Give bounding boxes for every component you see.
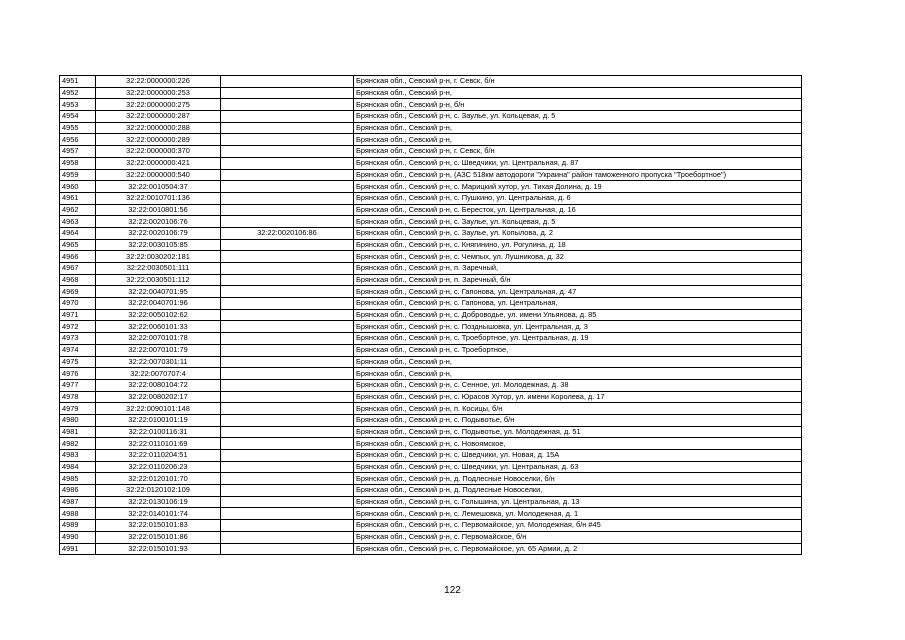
row-number-cell: 4958 xyxy=(60,157,96,169)
related-cadastral-number-cell xyxy=(221,473,354,485)
cadastral-number-cell: 32:22:0070101:78 xyxy=(96,333,221,345)
table-row xyxy=(60,111,802,123)
table-row xyxy=(60,181,802,193)
address-cell: Брянская обл., Севский р-н, xyxy=(354,87,802,99)
address-cell: Брянская обл., Севский р-н, с. Заулье, ул. Копылова, д. 2 xyxy=(354,227,802,239)
cadastral-number-cell: 32:22:0080202:17 xyxy=(96,391,221,403)
related-cadastral-number-cell xyxy=(221,309,354,321)
cadastral-number-cell: 32:22:0040701:95 xyxy=(96,286,221,298)
registry-table-body xyxy=(60,76,802,555)
address-cell: Брянская обл., Севский р-н, с. Троебортное, xyxy=(354,344,802,356)
table-row xyxy=(60,333,802,345)
cadastral-number-cell: 32:22:0100101:19 xyxy=(96,414,221,426)
address-cell: Брянская обл., Севский р-н, с. Марицкий хутор, ул. Тихая Долина, д. 19 xyxy=(354,181,802,193)
row-number-cell: 4954 xyxy=(60,111,96,123)
cadastral-number-cell: 32:22:0150101:86 xyxy=(96,531,221,543)
table-row xyxy=(60,122,802,134)
table-row xyxy=(60,321,802,333)
row-number-cell: 4978 xyxy=(60,391,96,403)
row-number-cell: 4985 xyxy=(60,473,96,485)
table-row xyxy=(60,146,802,158)
table-row xyxy=(60,356,802,368)
related-cadastral-number-cell xyxy=(221,438,354,450)
cadastral-number-cell: 32:22:0070707:4 xyxy=(96,368,221,380)
table-row xyxy=(60,344,802,356)
cadastral-number-cell: 32:22:0030501:111 xyxy=(96,263,221,275)
cadastral-number-cell: 32:22:0000000:226 xyxy=(96,76,221,88)
row-number-cell: 4971 xyxy=(60,309,96,321)
cadastral-number-cell: 32:22:0120101:70 xyxy=(96,473,221,485)
address-cell: Брянская обл., Севский р-н, (АЗС 518км автодороги "Украина" район таможенного пропуска "Троебортное") xyxy=(354,169,802,181)
row-number-cell: 4952 xyxy=(60,87,96,99)
related-cadastral-number-cell xyxy=(221,286,354,298)
address-cell: Брянская обл., Севский р-н, г. Севск, б/н xyxy=(354,76,802,88)
related-cadastral-number-cell: 32:22:0020106:86 xyxy=(221,227,354,239)
cadastral-number-cell: 32:22:0130106:19 xyxy=(96,496,221,508)
related-cadastral-number-cell xyxy=(221,450,354,462)
related-cadastral-number-cell xyxy=(221,99,354,111)
table-row xyxy=(60,204,802,216)
address-cell: Брянская обл., Севский р-н, с. Подывотье, ул. Молодежная, д. 51 xyxy=(354,426,802,438)
related-cadastral-number-cell xyxy=(221,403,354,415)
row-number-cell: 4988 xyxy=(60,508,96,520)
related-cadastral-number-cell xyxy=(221,169,354,181)
table-row xyxy=(60,251,802,263)
address-cell: Брянская обл., Севский р-н, с. Сенное, ул. Молодежная, д. 38 xyxy=(354,379,802,391)
row-number-cell: 4959 xyxy=(60,169,96,181)
address-cell: Брянская обл., Севский р-н, с. Заулье, ул. Кольцевая, д. 5 xyxy=(354,111,802,123)
row-number-cell: 4963 xyxy=(60,216,96,228)
cadastral-number-cell: 32:22:0000000:370 xyxy=(96,146,221,158)
table-row xyxy=(60,309,802,321)
cadastral-number-cell: 32:22:0000000:287 xyxy=(96,111,221,123)
related-cadastral-number-cell xyxy=(221,414,354,426)
row-number-cell: 4969 xyxy=(60,286,96,298)
row-number-cell: 4977 xyxy=(60,379,96,391)
address-cell: Брянская обл., Севский р-н, д. Подлесные Новоселки, б/н xyxy=(354,473,802,485)
row-number-cell: 4960 xyxy=(60,181,96,193)
table-row xyxy=(60,403,802,415)
row-number-cell: 4956 xyxy=(60,134,96,146)
cadastral-number-cell: 32:22:0010504:37 xyxy=(96,181,221,193)
related-cadastral-number-cell xyxy=(221,216,354,228)
related-cadastral-number-cell xyxy=(221,263,354,275)
address-cell: Брянская обл., Севский р-н, с. Первомайское, ул. 65 Армии, д. 2 xyxy=(354,543,802,555)
row-number-cell: 4975 xyxy=(60,356,96,368)
table-row xyxy=(60,227,802,239)
cadastral-number-cell: 32:22:0000000:289 xyxy=(96,134,221,146)
table-row xyxy=(60,368,802,380)
table-row xyxy=(60,298,802,310)
address-cell: Брянская обл., Севский р-н, с. Первомайское, ул. Молодежная, б/н #45 xyxy=(354,520,802,532)
cadastral-number-cell: 32:22:0150101:93 xyxy=(96,543,221,555)
table-row xyxy=(60,192,802,204)
row-number-cell: 4966 xyxy=(60,251,96,263)
address-cell: Брянская обл., Севский р-н, с. Доброводье, ул. имени Ульянова, д. 85 xyxy=(354,309,802,321)
row-number-cell: 4989 xyxy=(60,520,96,532)
cadastral-number-cell: 32:22:0110206:23 xyxy=(96,461,221,473)
table-row xyxy=(60,426,802,438)
cadastral-number-cell: 32:22:0080104:72 xyxy=(96,379,221,391)
table-row xyxy=(60,169,802,181)
related-cadastral-number-cell xyxy=(221,111,354,123)
row-number-cell: 4976 xyxy=(60,368,96,380)
address-cell: Брянская обл., Севский р-н, с. Заулье, ул. Кольцевая, д. 5 xyxy=(354,216,802,228)
table-row xyxy=(60,286,802,298)
related-cadastral-number-cell xyxy=(221,379,354,391)
cadastral-number-cell: 32:22:0120102:109 xyxy=(96,485,221,497)
cadastral-number-cell: 32:22:0000000:275 xyxy=(96,99,221,111)
table-row xyxy=(60,496,802,508)
row-number-cell: 4955 xyxy=(60,122,96,134)
address-cell: Брянская обл., Севский р-н, с. Шведчики, ул. Центральная, д. 87 xyxy=(354,157,802,169)
cadastral-number-cell: 32:22:0030501:112 xyxy=(96,274,221,286)
row-number-cell: 4961 xyxy=(60,192,96,204)
address-cell: Брянская обл., Севский р-н, с. Шведчики, ул. Новая, д. 15А xyxy=(354,450,802,462)
table-row xyxy=(60,274,802,286)
row-number-cell: 4953 xyxy=(60,99,96,111)
address-cell: Брянская обл., Севский р-н, г. Севск, б/н xyxy=(354,146,802,158)
address-cell: Брянская обл., Севский р-н, с. Чемпых, ул. Лушникова, д. 32 xyxy=(354,251,802,263)
cadastral-number-cell: 32:22:0000000:288 xyxy=(96,122,221,134)
related-cadastral-number-cell xyxy=(221,531,354,543)
row-number-cell: 4957 xyxy=(60,146,96,158)
related-cadastral-number-cell xyxy=(221,239,354,251)
related-cadastral-number-cell xyxy=(221,496,354,508)
cadastral-number-cell: 32:22:0140101:74 xyxy=(96,508,221,520)
row-number-cell: 4973 xyxy=(60,333,96,345)
table-row xyxy=(60,531,802,543)
related-cadastral-number-cell xyxy=(221,76,354,88)
address-cell: Брянская обл., Севский р-н, с. Шведчики, ул. Центральная, д. 63 xyxy=(354,461,802,473)
address-cell: Брянская обл., Севский р-н, п. Заречный, б/н xyxy=(354,274,802,286)
row-number-cell: 4968 xyxy=(60,274,96,286)
address-cell: Брянская обл., Севский р-н, с. Пушкино, ул. Центральная, д. 6 xyxy=(354,192,802,204)
related-cadastral-number-cell xyxy=(221,368,354,380)
related-cadastral-number-cell xyxy=(221,543,354,555)
table-row xyxy=(60,543,802,555)
table-row xyxy=(60,263,802,275)
related-cadastral-number-cell xyxy=(221,157,354,169)
address-cell: Брянская обл., Севский р-н, с. Гапонова, ул. Центральная, xyxy=(354,298,802,310)
cadastral-number-cell: 32:22:0150101:83 xyxy=(96,520,221,532)
address-cell: Брянская обл., Севский р-н, п. Косицы, б/н xyxy=(354,403,802,415)
address-cell: Брянская обл., Севский р-н, xyxy=(354,368,802,380)
row-number-cell: 4951 xyxy=(60,76,96,88)
cadastral-number-cell: 32:22:0090101:148 xyxy=(96,403,221,415)
row-number-cell: 4986 xyxy=(60,485,96,497)
cadastral-number-cell: 32:22:0040701:96 xyxy=(96,298,221,310)
related-cadastral-number-cell xyxy=(221,204,354,216)
table-row xyxy=(60,134,802,146)
address-cell: Брянская обл., Севский р-н, xyxy=(354,134,802,146)
address-cell: Брянская обл., Севский р-н, xyxy=(354,122,802,134)
row-number-cell: 4970 xyxy=(60,298,96,310)
address-cell: Брянская обл., Севский р-н, с. Позднышовка, ул. Центральная, д. 3 xyxy=(354,321,802,333)
address-cell: Брянская обл., Севский р-н, с. Лемешовка, ул. Молодежная, д. 1 xyxy=(354,508,802,520)
related-cadastral-number-cell xyxy=(221,344,354,356)
table-row xyxy=(60,379,802,391)
row-number-cell: 4972 xyxy=(60,321,96,333)
related-cadastral-number-cell xyxy=(221,321,354,333)
address-cell: Брянская обл., Севский р-н, с. Первомайское, б/н xyxy=(354,531,802,543)
cadastral-number-cell: 32:22:0000000:540 xyxy=(96,169,221,181)
related-cadastral-number-cell xyxy=(221,333,354,345)
related-cadastral-number-cell xyxy=(221,181,354,193)
cadastral-number-cell: 32:22:0020106:79 xyxy=(96,227,221,239)
cadastral-number-cell: 32:22:0060101:33 xyxy=(96,321,221,333)
related-cadastral-number-cell xyxy=(221,520,354,532)
table-row xyxy=(60,87,802,99)
related-cadastral-number-cell xyxy=(221,298,354,310)
table-row xyxy=(60,485,802,497)
table-row xyxy=(60,157,802,169)
address-cell: Брянская обл., Севский р-н, xyxy=(354,356,802,368)
related-cadastral-number-cell xyxy=(221,87,354,99)
cadastral-number-cell: 32:22:0030105:85 xyxy=(96,239,221,251)
row-number-cell: 4987 xyxy=(60,496,96,508)
cadastral-number-cell: 32:22:0010701:136 xyxy=(96,192,221,204)
cadastral-number-cell: 32:22:0070101:79 xyxy=(96,344,221,356)
related-cadastral-number-cell xyxy=(221,508,354,520)
address-cell: Брянская обл., Севский р-н, д. Подлесные Новоселки, xyxy=(354,485,802,497)
cadastral-number-cell: 32:22:0020106:76 xyxy=(96,216,221,228)
registry-table xyxy=(59,75,802,555)
related-cadastral-number-cell xyxy=(221,426,354,438)
cadastral-number-cell: 32:22:0030202:181 xyxy=(96,251,221,263)
table-row xyxy=(60,450,802,462)
cadastral-number-cell: 32:22:0100116:31 xyxy=(96,426,221,438)
table-row xyxy=(60,216,802,228)
row-number-cell: 4965 xyxy=(60,239,96,251)
address-cell: Брянская обл., Севский р-н, с. Подывотье, б/н xyxy=(354,414,802,426)
address-cell: Брянская обл., Севский р-н, с. Княгинино, ул. Рогулина, д. 18 xyxy=(354,239,802,251)
row-number-cell: 4981 xyxy=(60,426,96,438)
row-number-cell: 4990 xyxy=(60,531,96,543)
address-cell: Брянская обл., Севский р-н, с. Новоямское, xyxy=(354,438,802,450)
related-cadastral-number-cell xyxy=(221,134,354,146)
table-row xyxy=(60,99,802,111)
related-cadastral-number-cell xyxy=(221,391,354,403)
related-cadastral-number-cell xyxy=(221,122,354,134)
table-row xyxy=(60,473,802,485)
cadastral-number-cell: 32:22:0000000:421 xyxy=(96,157,221,169)
related-cadastral-number-cell xyxy=(221,192,354,204)
cadastral-number-cell: 32:22:0050102:62 xyxy=(96,309,221,321)
related-cadastral-number-cell xyxy=(221,485,354,497)
row-number-cell: 4967 xyxy=(60,263,96,275)
address-cell: Брянская обл., Севский р-н, п. Заречный, xyxy=(354,263,802,275)
address-cell: Брянская обл., Севский р-н, с. Гапонова, ул. Центральная, д. 47 xyxy=(354,286,802,298)
cadastral-number-cell: 32:22:0110204:51 xyxy=(96,450,221,462)
address-cell: Брянская обл., Севский р-н, с. Троебортное, ул. Центральная, д. 19 xyxy=(354,333,802,345)
table-row xyxy=(60,414,802,426)
table-row xyxy=(60,520,802,532)
table-row xyxy=(60,391,802,403)
related-cadastral-number-cell xyxy=(221,146,354,158)
related-cadastral-number-cell xyxy=(221,356,354,368)
page-number: 122 xyxy=(444,585,461,596)
address-cell: Брянская обл., Севский р-н, с. Голышина, ул. Центральная, д. 13 xyxy=(354,496,802,508)
table-row xyxy=(60,461,802,473)
related-cadastral-number-cell xyxy=(221,274,354,286)
table-row xyxy=(60,76,802,88)
cadastral-number-cell: 32:22:0010801:56 xyxy=(96,204,221,216)
row-number-cell: 4962 xyxy=(60,204,96,216)
table-row xyxy=(60,438,802,450)
cadastral-number-cell: 32:22:0070301:11 xyxy=(96,356,221,368)
related-cadastral-number-cell xyxy=(221,251,354,263)
cadastral-number-cell: 32:22:0000000:253 xyxy=(96,87,221,99)
row-number-cell: 4983 xyxy=(60,450,96,462)
row-number-cell: 4982 xyxy=(60,438,96,450)
address-cell: Брянская обл., Севский р-н, с. Бересток, ул. Центральная, д. 16 xyxy=(354,204,802,216)
row-number-cell: 4991 xyxy=(60,543,96,555)
address-cell: Брянская обл., Севский р-н, б/н xyxy=(354,99,802,111)
row-number-cell: 4979 xyxy=(60,403,96,415)
row-number-cell: 4980 xyxy=(60,414,96,426)
row-number-cell: 4974 xyxy=(60,344,96,356)
related-cadastral-number-cell xyxy=(221,461,354,473)
table-row xyxy=(60,239,802,251)
row-number-cell: 4964 xyxy=(60,227,96,239)
row-number-cell: 4984 xyxy=(60,461,96,473)
table-row xyxy=(60,508,802,520)
cadastral-number-cell: 32:22:0110101:69 xyxy=(96,438,221,450)
address-cell: Брянская обл., Севский р-н, с. Юрасов Хутор, ул. имени Королева, д. 17 xyxy=(354,391,802,403)
